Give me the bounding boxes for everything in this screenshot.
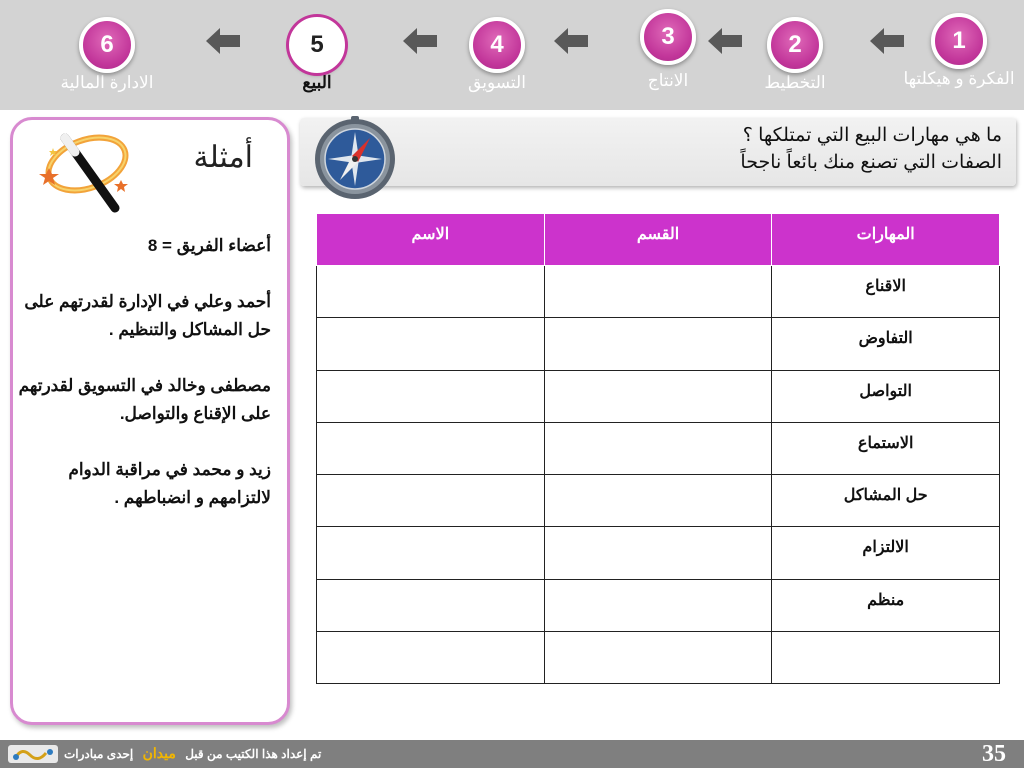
- question-text: [740, 122, 1002, 176]
- table-row: [317, 370, 1000, 422]
- footer-credit: [64, 745, 321, 762]
- footer-bar: [0, 740, 1024, 768]
- step-1-label: الفكرة و هيكلتها: [903, 69, 1015, 88]
- step-2-number: 2: [767, 17, 823, 73]
- example-paragraph: أعضاء الفريق = 8: [147, 236, 271, 255]
- step-navigation-bar: [0, 0, 1024, 110]
- table-row: [317, 475, 1000, 527]
- skill-cell: التواصل: [772, 370, 1000, 422]
- table-header-row: [317, 214, 1000, 266]
- example-paragraph: أحمد وعلي في الإدارة لقدرتهم على حل المشاكل والتنظيم .: [24, 292, 271, 339]
- step-3-number: 3: [640, 9, 696, 65]
- skill-cell: الاقناع: [772, 266, 1000, 318]
- step-4-number: 4: [469, 17, 525, 73]
- skill-cell: الالتزام: [772, 527, 1000, 579]
- step-5-number: 5: [289, 17, 345, 73]
- department-cell[interactable]: [544, 527, 772, 579]
- page-number: 35: [982, 741, 1006, 767]
- name-cell[interactable]: [317, 266, 545, 318]
- table-row: [317, 318, 1000, 370]
- step-1-number: 1: [931, 13, 987, 69]
- initiative-logo-icon: [8, 743, 58, 765]
- arrow-left-icon: [206, 28, 240, 54]
- department-cell[interactable]: [544, 266, 772, 318]
- column-header-department: القسم: [544, 214, 772, 266]
- examples-panel: [10, 117, 290, 725]
- step-4-label: التسويق: [468, 73, 526, 92]
- credit-prefix: تم إعداد هذا الكتيب من قبل: [185, 747, 322, 761]
- step-5[interactable]: [252, 17, 382, 93]
- panel-title: أمثلة: [193, 141, 253, 174]
- department-cell[interactable]: [544, 370, 772, 422]
- compass-icon: [312, 116, 398, 202]
- department-cell[interactable]: [544, 318, 772, 370]
- step-5-label: البيع: [302, 73, 332, 92]
- arrow-left-icon: [403, 28, 437, 54]
- skill-cell[interactable]: [772, 632, 1000, 684]
- department-cell[interactable]: [544, 579, 772, 631]
- table-row: [317, 527, 1000, 579]
- table-row: [317, 266, 1000, 318]
- question-banner: [300, 118, 1016, 186]
- name-cell[interactable]: [317, 370, 545, 422]
- name-cell[interactable]: [317, 579, 545, 631]
- step-6-label: الادارة المالية: [60, 73, 154, 92]
- department-cell[interactable]: [544, 632, 772, 684]
- step-6[interactable]: [42, 17, 172, 93]
- step-4[interactable]: [432, 17, 562, 93]
- skill-cell: التفاوض: [772, 318, 1000, 370]
- arrow-left-icon: [870, 28, 904, 54]
- step-3[interactable]: [603, 9, 733, 91]
- step-2[interactable]: [730, 17, 860, 93]
- name-cell[interactable]: [317, 632, 545, 684]
- column-header-skills: المهارات: [772, 214, 1000, 266]
- question-line-2: الصفات التي تصنع منك بائعاً ناجحاً: [740, 152, 1002, 173]
- table-row: [317, 579, 1000, 631]
- skill-cell: حل المشاكل: [772, 475, 1000, 527]
- skill-cell: الاستماع: [772, 422, 1000, 474]
- magic-wand-icon: [35, 124, 135, 214]
- question-line-1: ما هي مهارات البيع التي تمتلكها ؟: [742, 125, 1002, 146]
- skills-table: [316, 213, 1000, 684]
- examples-text: [9, 232, 271, 540]
- table-row: [317, 632, 1000, 684]
- name-cell[interactable]: [317, 527, 545, 579]
- step-6-number: 6: [79, 17, 135, 73]
- brand-name: ميدان: [142, 745, 176, 761]
- skill-cell: منظم: [772, 579, 1000, 631]
- example-paragraph: زيد و محمد في مراقبة الدوام لالتزامهم و انضباطهم .: [68, 460, 271, 507]
- name-cell[interactable]: [317, 422, 545, 474]
- example-paragraph: مصطفى وخالد في التسويق لقدرتهم على الإقناع والتواصل.: [18, 376, 271, 423]
- name-cell[interactable]: [317, 318, 545, 370]
- table-row: [317, 422, 1000, 474]
- step-2-label: التخطيط: [764, 73, 826, 92]
- step-1[interactable]: [894, 13, 1024, 89]
- column-header-name: الاسم: [317, 214, 545, 266]
- department-cell[interactable]: [544, 422, 772, 474]
- credit-suffix: إحدى مبادرات: [64, 747, 134, 761]
- name-cell[interactable]: [317, 475, 545, 527]
- department-cell[interactable]: [544, 475, 772, 527]
- step-3-label: الانتاج: [647, 71, 689, 90]
